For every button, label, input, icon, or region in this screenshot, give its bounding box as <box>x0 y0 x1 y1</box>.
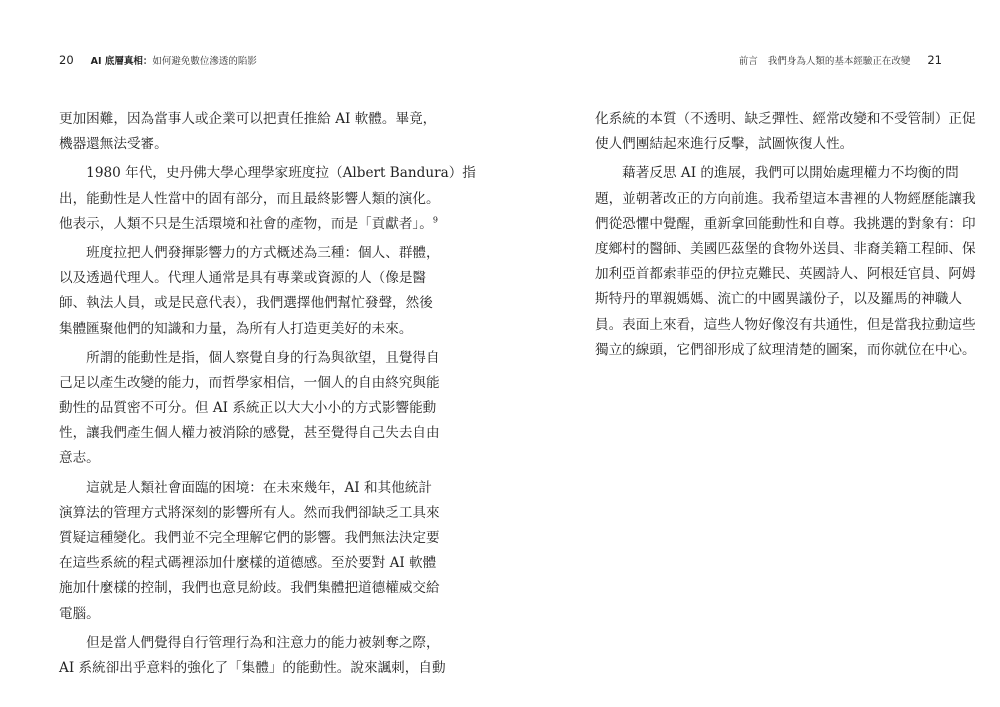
text-line: 集體匯聚他們的知識和力量，為所有人打造更美好的未來。 <box>59 320 413 337</box>
text-line: 演算法的管理方式將深刻的影響所有人。然而我們卻缺乏工具來 <box>59 504 440 521</box>
text-line: 但是當人們覺得自行管理行為和注意力的能力被剝奪之際， <box>59 634 440 651</box>
right-page-number: 21 <box>927 53 942 67</box>
text-line: 員。表面上來看，這些人物好像沒有共通性，但是當我拉動這些 <box>595 316 976 333</box>
section-label: 前言 <box>738 56 758 67</box>
text-line: 動性的品質密不可分。但 AI 系統正以大大小小的方式影響能動 <box>59 400 437 417</box>
book-title: AI 底層真相： <box>90 56 153 67</box>
text-line: 意志。 <box>59 450 100 467</box>
text-line: 以及透過代理人。代理人通常是具有專業或資源的人（像是醫 <box>59 270 427 287</box>
book-subtitle: 如何避免數位滲透的陷影 <box>152 56 257 67</box>
text-line: 使人們團結起來進行反擊，試圖恢復人性。 <box>595 136 854 153</box>
text-line: 題，並朝著改正的方向前進。我希望這本書裡的人物經歷能讓我 <box>595 190 976 207</box>
text-line: 藉著反思 AI 的進展，我們可以開始處理權力不均衡的問 <box>595 165 959 182</box>
text-line-with-footnote <box>59 212 438 237</box>
text-line: 化系統的本質（不透明、缺乏彈性、經常改變和不受管制）正促 <box>595 111 976 127</box>
text-line: 機器還無法受審。 <box>59 136 168 153</box>
text-line: 出，能動性是人性當中的固有部分，而且最終影響人類的演化。 <box>59 190 440 207</box>
left-body-text <box>59 107 476 681</box>
footnote-mark: 9 <box>432 215 438 225</box>
text-line: 加利亞首都索菲亞的伊拉克難民、英國詩人、阿根廷官員、阿姆 <box>595 266 976 283</box>
text-line: 所謂的能動性是指，個人察覺自身的行為與欲望，且覺得自 <box>59 349 440 366</box>
text-line: 他表示，人類不只是生活環境和社會的產物，而是「貢獻者」。 <box>59 215 433 232</box>
text-line: 更加困難，因為當事人或企業可以把責任推給 AI 軟體。畢竟， <box>59 111 437 127</box>
left-page-number: 20 <box>59 53 74 67</box>
text-line: 性，讓我們產生個人權力被消除的感覺，甚至覺得自己失去自由 <box>59 425 440 442</box>
chapter-title: 我們身為人類的基本經驗正在改變 <box>767 56 911 67</box>
text-line: 們從恐懼中覺醒，重新拿回能動性和自尊。我挑選的對象有：印 <box>595 215 976 232</box>
text-line: 師、執法人員，或是民意代表），我們選擇他們幫忙發聲，然後 <box>59 295 433 312</box>
text-line: 己足以產生改變的能力，而哲學家相信，一個人的自由終究與能 <box>59 374 440 391</box>
right-running-head <box>739 53 942 67</box>
right-body-text <box>595 107 976 363</box>
text-line: 斯特丹的單親媽媽、流亡的中國異議份子，以及羅馬的神職人 <box>595 291 963 308</box>
text-line: 施加什麼樣的控制，我們也意見紛歧。我們集體把道德權威交給 <box>59 580 440 597</box>
text-line: 在這些系統的程式碼裡添加什麼樣的道德感。至於要對 AI 軟體 <box>59 555 437 572</box>
text-line: 班度拉把人們發揮影響力的方式概述為三種：個人、群體， <box>59 244 440 261</box>
text-line: 質疑這種變化。我們並不完全理解它們的影響。我們無法決定要 <box>59 530 440 546</box>
left-running-head <box>59 53 257 67</box>
right-page <box>500 0 1000 707</box>
text-line: 這就是人類社會面臨的困境：在未來幾年，AI 和其他統計 <box>59 479 432 496</box>
text-line: 度鄉村的醫師、美國匹茲堡的食物外送員、非裔美籍工程師、保 <box>595 240 976 257</box>
text-line: 獨立的線頭，它們卻形成了紋理清楚的圖案，而你就位在中心。 <box>595 341 976 358</box>
text-line: 1980 年代，史丹佛大學心理學家班度拉（Albert Bandura）指 <box>59 165 476 182</box>
text-line: 電腦。 <box>59 605 100 622</box>
text-line: AI 系統卻出乎意料的強化了「集體」的能動性。說來諷刺，自動 <box>59 659 446 676</box>
